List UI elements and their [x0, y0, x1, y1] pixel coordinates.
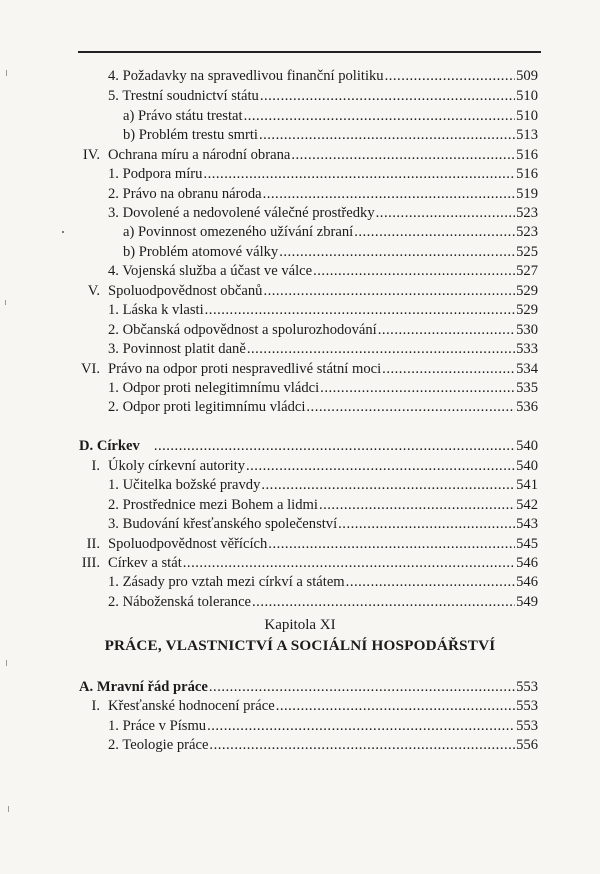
toc-entry — [0, 553, 600, 573]
toc-entry-title: 2. Náboženská tolerance — [108, 594, 252, 610]
toc-entry-title: 2. Odpor proti legitimnímu vládci — [108, 399, 306, 415]
toc-leader — [246, 456, 515, 476]
toc-entry-title: Úkoly církevní autority — [108, 458, 245, 474]
toc-leader — [279, 242, 515, 262]
toc-leader — [291, 145, 515, 165]
toc-entry-page: 553 — [516, 679, 538, 695]
toc-entry-page: 529 — [516, 302, 538, 318]
toc-entry — [0, 677, 600, 697]
toc-roman-numeral: I. — [91, 698, 100, 714]
toc-entry — [0, 125, 600, 145]
toc-entry — [0, 222, 600, 242]
toc-entry — [0, 203, 600, 223]
toc-leader — [376, 203, 515, 223]
toc-leader — [320, 378, 515, 398]
toc-entry-title: 1. Učitelka božské pravdy — [108, 477, 261, 493]
toc-entry-page: 533 — [516, 341, 538, 357]
toc-leader — [268, 534, 515, 554]
toc-entry — [0, 261, 600, 281]
toc-section-heading: A. Mravní řád práce — [79, 679, 208, 695]
toc-leader — [306, 397, 515, 417]
toc-entry-title: 1. Láska k vlasti — [108, 302, 204, 318]
toc-leader — [276, 696, 515, 716]
toc-entry-title: 2. Právo na obranu národa — [108, 186, 262, 202]
toc-entry — [0, 86, 600, 106]
toc-entry-title: 3. Povinnost platit daně — [108, 341, 246, 357]
toc-entry-page: 516 — [516, 147, 538, 163]
toc-entry — [0, 696, 600, 716]
toc-entry-page: 541 — [516, 477, 538, 493]
toc-entry — [0, 106, 600, 126]
toc-entry-title: Křesťanské hodnocení práce — [108, 698, 275, 714]
toc-leader — [263, 281, 515, 301]
toc-entry — [0, 436, 600, 456]
toc-entry-title: Církev a stát — [108, 555, 182, 571]
scan-mark — [5, 300, 6, 305]
toc-entry-title: Právo na odpor proti nespravedlivé státní moci — [108, 361, 382, 377]
toc-leader — [207, 716, 515, 736]
toc-entry-page: 540 — [516, 458, 538, 474]
toc-entry-page: 553 — [516, 698, 538, 714]
toc-entry-page: 535 — [516, 380, 538, 396]
toc-leader — [261, 475, 515, 495]
chapter-title: PRÁCE, VLASTNICTVÍ A SOCIÁLNÍ HOSPODÁŘSTVÍ — [104, 637, 496, 654]
toc-entry-page: 525 — [516, 244, 538, 260]
toc-roman-numeral: I. — [91, 458, 100, 474]
toc-entry-page: 510 — [516, 88, 538, 104]
toc-leader — [154, 436, 515, 456]
toc-entry-page: 534 — [516, 361, 538, 377]
toc-leader — [209, 735, 515, 755]
toc-entry — [0, 66, 600, 86]
toc-entry-page: 540 — [516, 438, 538, 454]
toc-roman-numeral: IV. — [82, 147, 100, 163]
toc-entry — [0, 145, 600, 165]
toc-entry — [0, 397, 600, 417]
toc-entry-page: 556 — [516, 737, 538, 753]
toc-entry — [0, 475, 600, 495]
toc-entry-page: 523 — [516, 205, 538, 221]
toc-entry-title: 4. Vojenská služba a účast ve válce — [108, 263, 313, 279]
toc-entry — [0, 320, 600, 340]
toc-leader — [346, 572, 515, 592]
toc-section-heading: D. Církev — [79, 438, 140, 454]
toc-entry-page: 546 — [516, 555, 538, 571]
toc-entry-title: 5. Trestní soudnictví státu — [108, 88, 259, 104]
toc-entry — [0, 514, 600, 534]
toc-entry-page: 543 — [516, 516, 538, 532]
toc-entry — [0, 359, 600, 379]
toc-leader — [259, 125, 515, 145]
toc-leader — [205, 300, 515, 320]
toc-entry-page: 516 — [516, 166, 538, 182]
toc-entry-title: 2. Občanská odpovědnost a spolurozhodování — [108, 322, 377, 338]
chapter-label: Kapitola XI — [264, 617, 336, 633]
toc-entry-title: b) Problém atomové války — [123, 244, 279, 260]
toc-entry-page: 510 — [516, 108, 538, 124]
header-rule — [78, 51, 541, 53]
toc-entry-page: 546 — [516, 574, 538, 590]
toc-entry — [0, 300, 600, 320]
toc-roman-numeral: V. — [87, 283, 100, 299]
toc-leader — [263, 184, 516, 204]
toc-entry-page: 509 — [516, 68, 538, 84]
toc-entry — [0, 456, 600, 476]
toc-entry-page: 530 — [516, 322, 538, 338]
scan-mark — [6, 660, 7, 666]
toc-entry — [0, 339, 600, 359]
toc-leader — [260, 86, 515, 106]
toc-entry-title: 2. Prostřednice mezi Bohem a lidmi — [108, 497, 318, 513]
toc-entry-title: 1. Zásady pro vztah mezi církví a státem — [108, 574, 345, 590]
toc-entry — [0, 164, 600, 184]
toc-entry-page: 519 — [516, 186, 538, 202]
toc-entry-title: 4. Požadavky na spravedlivou finanční politiku — [108, 68, 384, 84]
toc-entry — [0, 184, 600, 204]
toc-leader — [382, 359, 515, 379]
toc-roman-numeral: VI. — [80, 361, 100, 377]
toc-leader — [252, 592, 515, 612]
toc-entry — [0, 716, 600, 736]
toc-entry-page: 549 — [516, 594, 538, 610]
toc-leader — [313, 261, 515, 281]
toc-entry-title: 2. Teologie práce — [108, 737, 209, 753]
toc-entry-title: 3. Budování křesťanského společenství — [108, 516, 338, 532]
toc-entry — [0, 534, 600, 554]
toc-leader — [378, 320, 515, 340]
toc-entry-page: 553 — [516, 718, 538, 734]
toc-entry-page: 536 — [516, 399, 538, 415]
toc-roman-numeral: III. — [81, 555, 100, 571]
toc-leader — [209, 677, 515, 697]
toc-entry-title: Spoluodpovědnost občanů — [108, 283, 263, 299]
toc-entry-page: 513 — [516, 127, 538, 143]
toc-entry — [0, 281, 600, 301]
toc-entry-title: 1. Odpor proti nelegitimnímu vládci — [108, 380, 320, 396]
toc-leader — [247, 339, 515, 359]
scan-mark — [8, 806, 9, 812]
toc-entry-page: 523 — [516, 224, 538, 240]
toc-entry-title: 3. Dovolené a nedovolené válečné prostředky — [108, 205, 375, 221]
toc-entry — [0, 572, 600, 592]
toc-entry — [0, 592, 600, 612]
toc-entry-title: 1. Podpora míru — [108, 166, 203, 182]
toc-entry — [0, 242, 600, 262]
toc-entry — [0, 495, 600, 515]
toc-entry-title: a) Právo státu trestat — [123, 108, 243, 124]
toc-entry-page: 545 — [516, 536, 538, 552]
toc-leader — [183, 553, 515, 573]
toc-leader — [319, 495, 515, 515]
toc-entry-title: Ochrana míru a národní obrana — [108, 147, 291, 163]
toc-roman-numeral: II. — [86, 536, 100, 552]
toc-entry — [0, 378, 600, 398]
toc-leader — [354, 222, 515, 242]
toc-entry-title: a) Povinnost omezeného užívání zbraní — [123, 224, 354, 240]
toc-leader — [244, 106, 516, 126]
toc-entry-page: 542 — [516, 497, 538, 513]
scan-mark — [62, 231, 64, 233]
toc-leader — [338, 514, 515, 534]
toc-entry — [0, 735, 600, 755]
toc-entry-title: Spoluodpovědnost věřících — [108, 536, 268, 552]
toc-entry-page: 529 — [516, 283, 538, 299]
toc-leader — [385, 66, 516, 86]
toc-entry-page: 527 — [516, 263, 538, 279]
toc-entry-title: b) Problém trestu smrti — [123, 127, 258, 143]
scan-mark — [6, 70, 7, 76]
toc-leader — [203, 164, 515, 184]
toc-entry-title: 1. Práce v Písmu — [108, 718, 207, 734]
